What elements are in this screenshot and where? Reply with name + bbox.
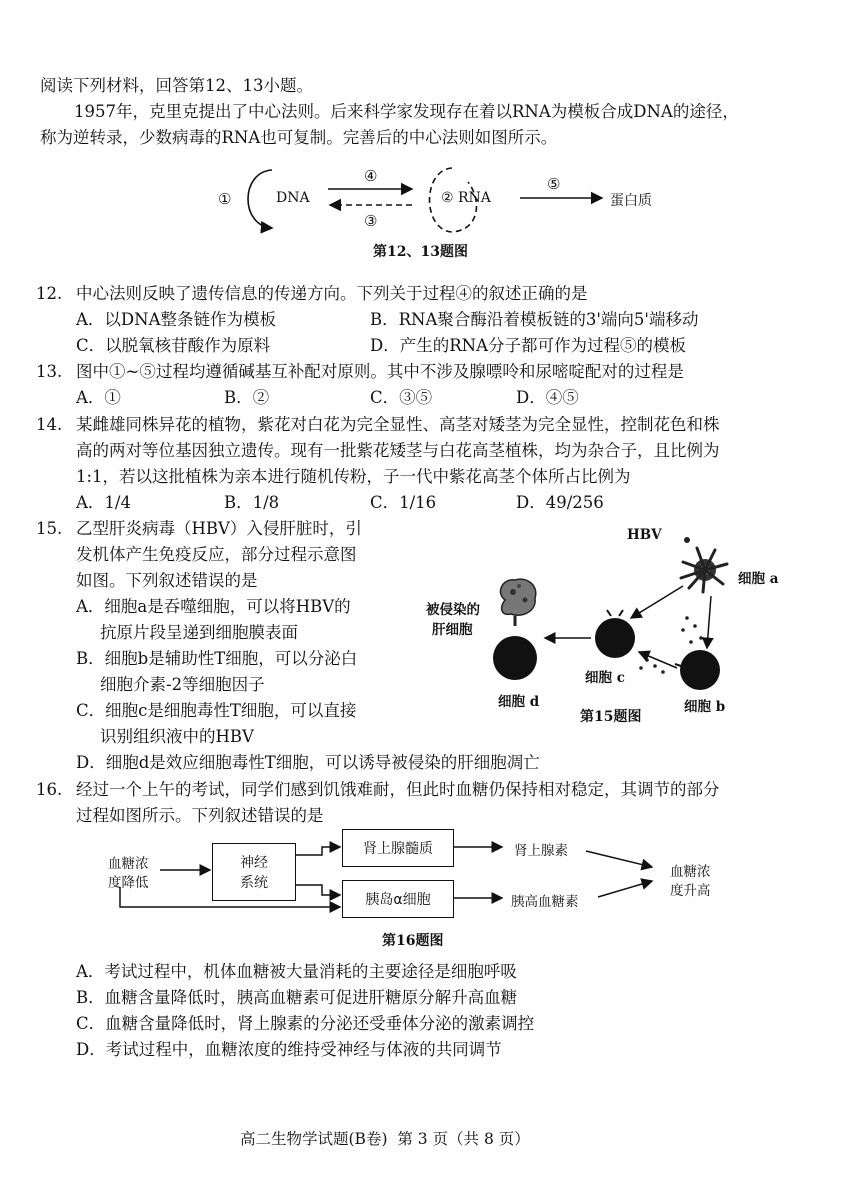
question-14-option-a: A．1/4 [76,493,131,512]
process-1-label: ① [218,190,232,208]
replication-loop [248,170,272,228]
question-15-option-c-1: C．细胞c是细胞毒性T细胞，可以直接 [76,701,357,720]
cell-c-shape [595,618,635,658]
arrow-a-to-b [707,596,711,648]
question-13-option-c: C．③⑤ [370,388,433,407]
material-line-1: 1957年，克里克提出了中心法则。后来科学家发现存在着以RNA为模板合成DNA的途径， [74,102,739,121]
arrow-b-to-c [639,652,677,668]
infected-liver-cell-shape [500,579,535,626]
question-16-option-a: A．考试过程中，机体血糖被大量消耗的主要途径是细胞呼吸 [76,962,517,981]
question-16-option-d: D．考试过程中，血糖浓度的维持受神经与体液的共同调节 [76,1040,502,1059]
question-12-option-b: B．RNA聚合酶沿着模板链的3'端向5'端移动 [370,310,699,329]
glucose-increase-label-1: 血糖浓 [670,864,711,880]
central-dogma-diagram [200,160,680,240]
question-16-number: 16. [36,780,63,799]
cell-d-label: 细胞 d [498,694,540,710]
question-14-option-c: C．1/16 [370,493,437,512]
question-16-option-b: B．血糖含量降低时，胰高血糖素可促进肝糖原分解升高血糖 [76,988,518,1007]
dna-label: DNA [276,190,310,206]
hbv-virus-icon [684,537,690,543]
question-15-line-1: 乙型肝炎病毒（HBV）入侵肝脏时，引 [76,519,362,538]
figure-15-caption: 第15题图 [580,709,642,725]
question-12-number: 12. [36,284,63,303]
page-footer: 高二生物学试题(B卷) 第 3 页（共 8 页） [240,1130,530,1148]
hbv-label: HBV [627,527,662,543]
arrow-a-to-c [631,586,683,618]
question-14-option-d: D．49/256 [516,493,604,512]
question-15-line-3: 如图。下列叙述错误的是 [76,571,258,590]
glucose-increase-label-2: 度升高 [670,883,711,899]
question-13-option-a: A．① [76,388,121,407]
process-3-label: ③ [364,212,378,230]
figure-12-13-caption: 第12、13题图 [373,244,468,260]
material-line-2: 称为逆转录，少数病毒的RNA也可复制。完善后的中心法则如图所示。 [40,128,558,147]
question-15-line-2: 发机体产生免疫反应，部分过程示意图 [76,545,357,564]
islet-alpha-cell-box: 胰岛α细胞 [342,880,454,918]
infected-liver-cell-label-2: 肝细胞 [432,622,473,638]
question-12-option-c: C．以脱氧核苷酸作为原料 [76,336,271,355]
question-15-option-a-1: A．细胞a是吞噬细胞，可以将HBV的 [76,597,351,616]
nervous-system-box [212,843,296,901]
question-12-option-a: A．以DNA整条链作为模板 [76,310,276,329]
question-13-number: 13. [36,362,63,381]
glucagon-label: 胰高血糖素 [511,894,579,910]
reading-intro: 阅读下列材料，回答第12、13小题。 [40,76,313,95]
process-4-label: ④ [364,167,378,185]
protein-label: 蛋白质 [610,193,652,209]
question-16-option-c: C．血糖含量降低时，肾上腺素的分泌还受垂体分泌的激素调控 [76,1014,535,1033]
question-13-stem: 图中①~⑤过程均遵循碱基互补配对原则。其中不涉及腺嘌呤和尿嘧啶配对的过程是 [76,362,684,381]
figure-16-caption: 第16题图 [382,933,444,949]
question-12-stem: 中心法则反映了遗传信息的传递方向。下列关于过程④的叙述正确的是 [76,284,588,303]
nervous-system-label-1: 神经 [240,855,268,871]
question-15-option-b-1: B．细胞b是辅助性T细胞，可以分泌白 [76,649,358,668]
adrenaline-label: 肾上腺素 [514,843,568,859]
cell-b-label: 细胞 b [684,699,726,715]
question-16-line-1: 经过一个上午的考试，同学们感到饥饿难耐，但此时血糖仍保持相对稳定，其调节的部分 [76,780,720,799]
glucose-decrease-label-2: 度降低 [108,875,149,891]
question-15-option-d: D．细胞d是效应细胞毒性T细胞，可以诱导被侵染的肝细胞凋亡 [76,753,540,772]
adrenal-medulla-box: 肾上腺髓质 [342,829,454,867]
question-13-option-b: B．② [224,388,270,407]
question-15-option-a-2: 抗原片段呈递到细胞膜表面 [100,623,298,642]
cell-d-shape [493,636,537,680]
question-14-line-2: 高的两对等位基因独立遗传。现有一批紫花矮茎与白花高茎植株，均为杂合子，且比例为 [76,441,720,460]
question-12-option-d: D．产生的RNA分子都可作为过程⑤的模板 [370,336,687,355]
cell-b-shape [680,650,720,690]
question-16-line-2: 过程如图所示。下列叙述错误的是 [76,806,324,825]
question-15-option-b-2: 细胞介素-2等细胞因子 [100,675,265,694]
infected-liver-cell-label-1: 被侵染的 [426,602,480,618]
cell-a-shape [681,548,727,592]
question-13-option-d: D．④⑤ [516,388,579,407]
question-15-option-c-2: 识别组织液中的HBV [100,727,254,746]
question-14-number: 14. [36,415,63,434]
process-5-label: ⑤ [547,175,561,193]
question-14-line-1: 某雌雄同株异花的植物，紫花对白花为完全显性、高茎对矮茎为完全显性，控制花色和株 [76,415,720,434]
nervous-system-label-2: 系统 [240,875,268,891]
question-15-number: 15. [36,519,63,538]
question-14-option-b: B．1/8 [224,493,280,512]
glucose-decrease-label-1: 血糖浓 [108,856,149,872]
rna-label: ② RNA [441,190,491,206]
cell-c-label: 细胞 c [585,670,625,686]
cell-a-label: 细胞 a [738,571,779,587]
question-14-line-3: 1:1，若以这批植株为亲本进行随机传粉，子一代中紫花高茎个体所占比例为 [76,467,631,486]
